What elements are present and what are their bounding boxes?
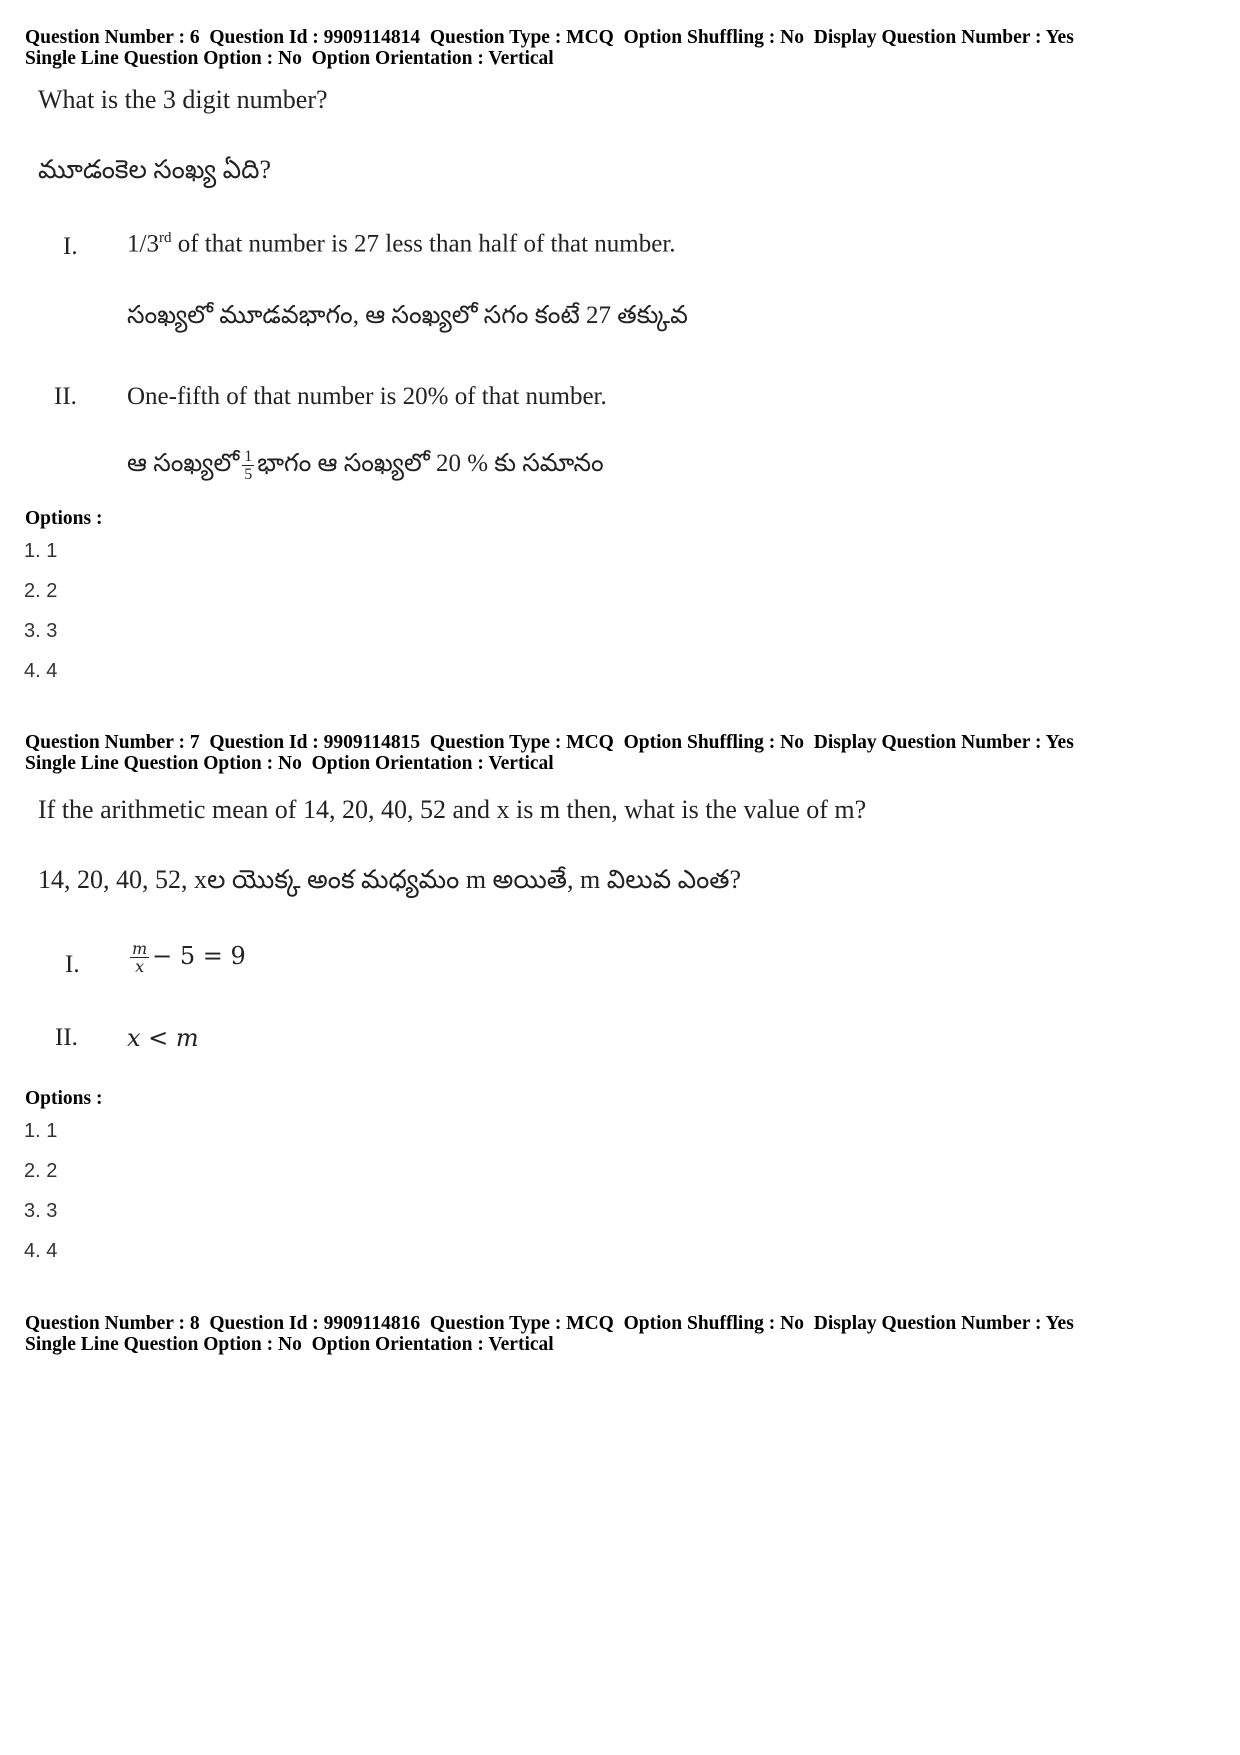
question-6-header	[25, 27, 1074, 69]
statement-label: I.	[65, 951, 80, 978]
statement-text: భాగం ఆ సంఖ్యలో 20 % కు సమానం	[257, 450, 604, 478]
header-line-2: Single Line Question Option : No Option Orientation : Vertical	[25, 753, 554, 774]
option-2[interactable]: 2. 2	[24, 580, 58, 602]
statement-text: of that number is 27 less than half of that number.	[171, 230, 676, 258]
statement-label: II.	[54, 383, 77, 410]
statement-text: ఆ సంఖ్యలో	[127, 450, 240, 478]
statement-2-en: One-fifth of that number is 20% of that number.	[127, 383, 607, 410]
header-line-1: Question Number : 7 Question Id : 9909114815 Question Type : MCQ Option Shuffling : No Display Question Number : Yes	[25, 732, 1074, 753]
numerator: m	[132, 939, 148, 958]
question-text-te: 14, 20, 40, 52, xల యొక్క అంక మధ్యమం m అయితే, m విలువ ఎంత?	[38, 865, 742, 894]
option-1[interactable]: 1. 1	[24, 1120, 58, 1142]
options-label: Options :	[25, 508, 103, 529]
option-2[interactable]: 2. 2	[24, 1160, 58, 1182]
fraction-text: 1/3	[127, 230, 159, 258]
statement-2-te	[127, 448, 604, 484]
statement-label: I.	[63, 233, 78, 260]
options-label: Options :	[25, 1088, 103, 1109]
question-text-te: మూడంకెల సంఖ్య ఏది?	[38, 155, 271, 184]
header-line-1: Question Number : 6 Question Id : 9909114814 Question Type : MCQ Option Shuffling : No Display Question Number : Yes	[25, 27, 1074, 48]
statement-1-te: సంఖ్యలో మూడవభాగం, ఆ సంఖ్యలో సగం కంటే 27 తక్కువ	[127, 302, 688, 329]
option-4[interactable]: 4. 4	[24, 660, 58, 682]
header-line-2: Single Line Question Option : No Option Orientation : Vertical	[25, 48, 554, 69]
question-7-header	[25, 732, 1074, 774]
question-text-en: If the arithmetic mean of 14, 20, 40, 52 and x is m then, what is the value of m?	[38, 795, 867, 824]
option-4[interactable]: 4. 4	[24, 1240, 58, 1262]
denominator: x	[135, 957, 145, 976]
option-3[interactable]: 3. 3	[24, 620, 58, 642]
question-8-header	[25, 1313, 1074, 1355]
statement-2-math: x < m	[127, 1024, 199, 1052]
equation-text: − 5 = 9	[152, 942, 246, 970]
fraction	[130, 940, 149, 975]
option-3[interactable]: 3. 3	[24, 1200, 58, 1222]
fraction	[242, 448, 254, 483]
statement-label: II.	[55, 1024, 78, 1051]
ordinal-suffix: rd	[158, 230, 172, 246]
statement-1-math	[127, 940, 246, 975]
question-text-en: What is the 3 digit number?	[38, 85, 328, 114]
header-line-1: Question Number : 8 Question Id : 9909114816 Question Type : MCQ Option Shuffling : No Display Question Number : Yes	[25, 1313, 1074, 1334]
option-1[interactable]: 1. 1	[24, 540, 58, 562]
denominator: 5	[244, 466, 253, 483]
header-line-2: Single Line Question Option : No Option Orientation : Vertical	[25, 1334, 554, 1355]
numerator: 1	[244, 448, 253, 465]
statement-1-en	[127, 230, 676, 258]
